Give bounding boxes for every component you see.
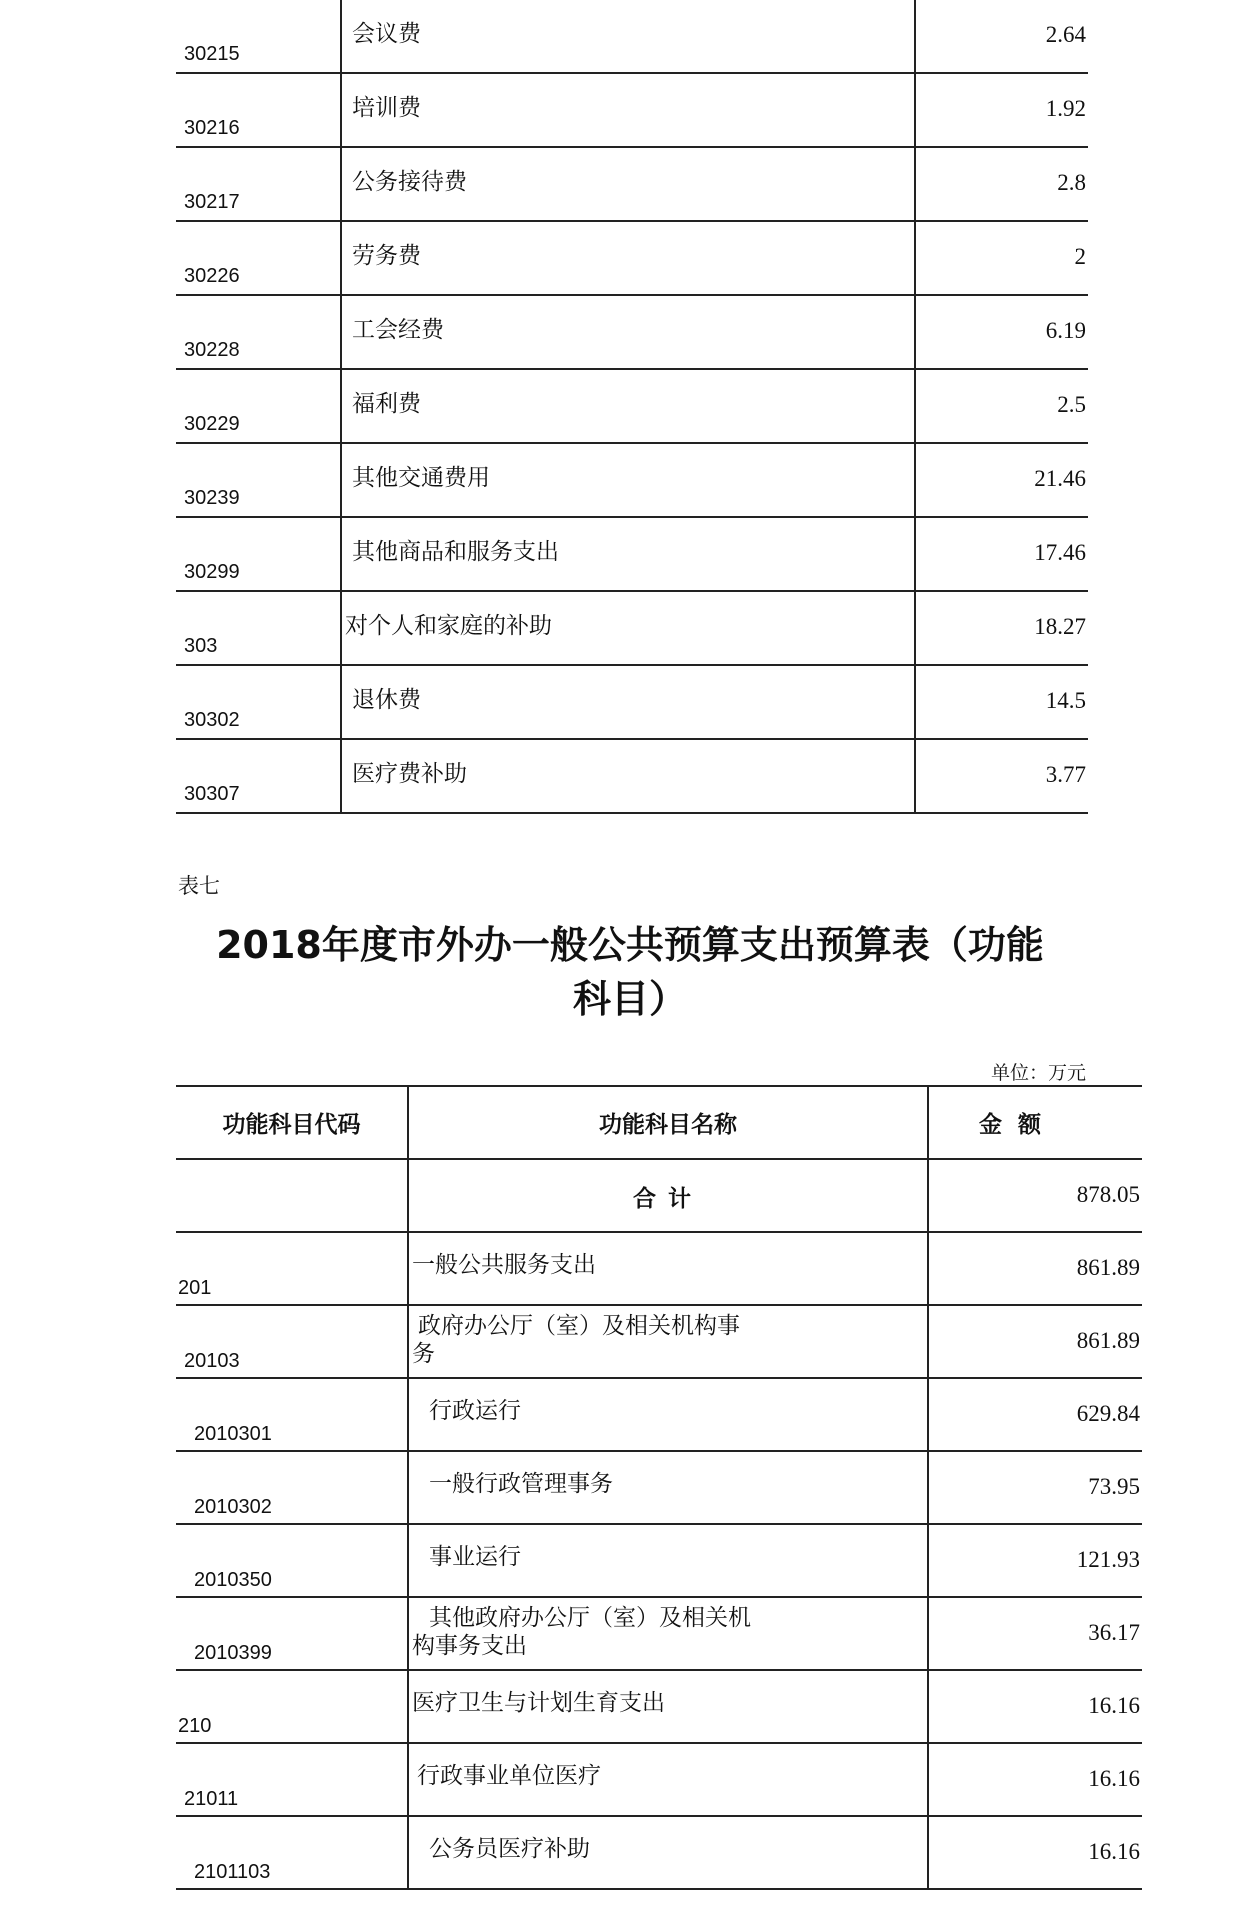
header-amount: 金 额	[928, 1086, 1142, 1159]
expense-table-functional	[176, 1085, 1142, 1890]
amount-cell: 36.17	[1088, 1620, 1140, 1645]
table-number-label: 表七	[178, 874, 220, 898]
code-cell: 2010350	[194, 1569, 272, 1591]
code-cell: 2101103	[194, 1861, 271, 1883]
name-cell: 公务员医疗补助	[429, 1836, 590, 1862]
code-cell: 30226	[184, 265, 240, 287]
name-cell: 行政运行	[429, 1398, 521, 1424]
table-row	[176, 1305, 1142, 1378]
unit-label: 单位：万元	[990, 1062, 1086, 1084]
code-cell: 30216	[184, 117, 240, 139]
amount-cell: 16.16	[1088, 1839, 1140, 1864]
table-row	[176, 1451, 1142, 1524]
amount-cell: 6.19	[1045, 318, 1086, 343]
name-cell: 政府办公厅（室）及相关机构事务	[412, 1313, 740, 1367]
amount-cell: 18.27	[1034, 614, 1086, 639]
amount-cell: 2.64	[1045, 22, 1086, 47]
title-line-2: 科目）	[572, 977, 687, 1021]
total-row	[176, 1159, 1142, 1232]
code-cell: 30299	[184, 561, 240, 583]
code-cell: 30302	[184, 709, 240, 731]
code-cell: 30307	[184, 783, 240, 805]
name-cell: 会议费	[352, 21, 421, 47]
header-code: 功能科目代码	[176, 1086, 408, 1159]
table-row	[176, 1670, 1142, 1743]
name-cell: 行政事业单位医疗	[417, 1763, 601, 1789]
name-cell: 退休费	[352, 687, 421, 713]
code-cell: 30215	[184, 43, 240, 65]
amount-cell: 2	[1074, 244, 1086, 269]
code-cell: 201	[178, 1277, 212, 1299]
name-cell: 医疗费补助	[352, 761, 467, 787]
amount-cell: 17.46	[1034, 540, 1086, 565]
amount-cell: 1.92	[1045, 96, 1086, 121]
table-row	[176, 517, 1088, 591]
amount-cell: 16.16	[1088, 1693, 1140, 1718]
name-cell: 工会经费	[352, 317, 444, 343]
code-cell: 30239	[184, 487, 240, 509]
amount-cell: 3.77	[1045, 762, 1086, 787]
expense-table-economic	[176, 0, 1088, 814]
amount-cell: 861.89	[1076, 1255, 1140, 1280]
code-cell: 30229	[184, 413, 240, 435]
code-cell: 210	[178, 1715, 212, 1737]
table-row	[176, 1597, 1142, 1670]
name-cell: 医疗卫生与计划生育支出	[412, 1690, 665, 1716]
name-cell: 事业运行	[429, 1544, 521, 1570]
table-row	[176, 1743, 1142, 1816]
amount-cell: 16.16	[1088, 1766, 1140, 1791]
table-row	[176, 739, 1088, 813]
table-row	[176, 73, 1088, 147]
code-cell: 2010302	[194, 1496, 272, 1518]
table-header-row	[176, 1086, 1142, 1159]
name-cell: 对个人和家庭的补助	[345, 613, 552, 639]
total-amount: 878.05	[1076, 1182, 1140, 1207]
amount-cell: 2.8	[1057, 170, 1086, 195]
name-cell: 培训费	[352, 95, 421, 121]
amount-cell: 121.93	[1076, 1547, 1140, 1572]
name-cell: 一般公共服务支出	[412, 1252, 596, 1278]
name-cell: 一般行政管理事务	[429, 1471, 613, 1497]
table-row	[176, 221, 1088, 295]
name-cell: 公务接待费	[352, 169, 467, 195]
name-cell: 其他政府办公厅（室）及相关机构事务支出	[412, 1605, 751, 1659]
table-row	[176, 1816, 1142, 1889]
table-row	[176, 1232, 1142, 1305]
name-cell: 福利费	[352, 391, 421, 417]
table-row	[176, 1524, 1142, 1597]
amount-cell: 21.46	[1034, 466, 1086, 491]
code-cell: 30217	[184, 191, 240, 213]
table-row	[176, 147, 1088, 221]
name-cell: 其他商品和服务支出	[352, 539, 559, 565]
total-label: 合计	[633, 1186, 703, 1212]
name-cell: 其他交通费用	[352, 465, 490, 491]
table-row	[176, 591, 1088, 665]
amount-cell: 629.84	[1076, 1401, 1140, 1426]
code-cell: 303	[184, 635, 218, 657]
amount-cell: 861.89	[1076, 1328, 1140, 1353]
page-title	[160, 918, 1100, 1026]
table-row	[176, 1378, 1142, 1451]
code-cell: 21011	[184, 1788, 239, 1810]
code-cell: 30228	[184, 339, 240, 361]
code-cell: 20103	[184, 1350, 240, 1372]
header-name: 功能科目名称	[408, 1086, 928, 1159]
code-cell: 2010301	[194, 1423, 272, 1445]
table-row	[176, 665, 1088, 739]
amount-cell: 14.5	[1045, 688, 1086, 713]
table-row	[176, 0, 1088, 73]
table-row	[176, 369, 1088, 443]
title-line-1: 2018年度市外办一般公共预算支出预算表（功能	[216, 923, 1044, 967]
name-cell: 劳务费	[352, 243, 421, 269]
amount-cell: 2.5	[1057, 392, 1086, 417]
table-row	[176, 295, 1088, 369]
table-row	[176, 443, 1088, 517]
amount-cell: 73.95	[1088, 1474, 1140, 1499]
code-cell: 2010399	[194, 1642, 272, 1664]
